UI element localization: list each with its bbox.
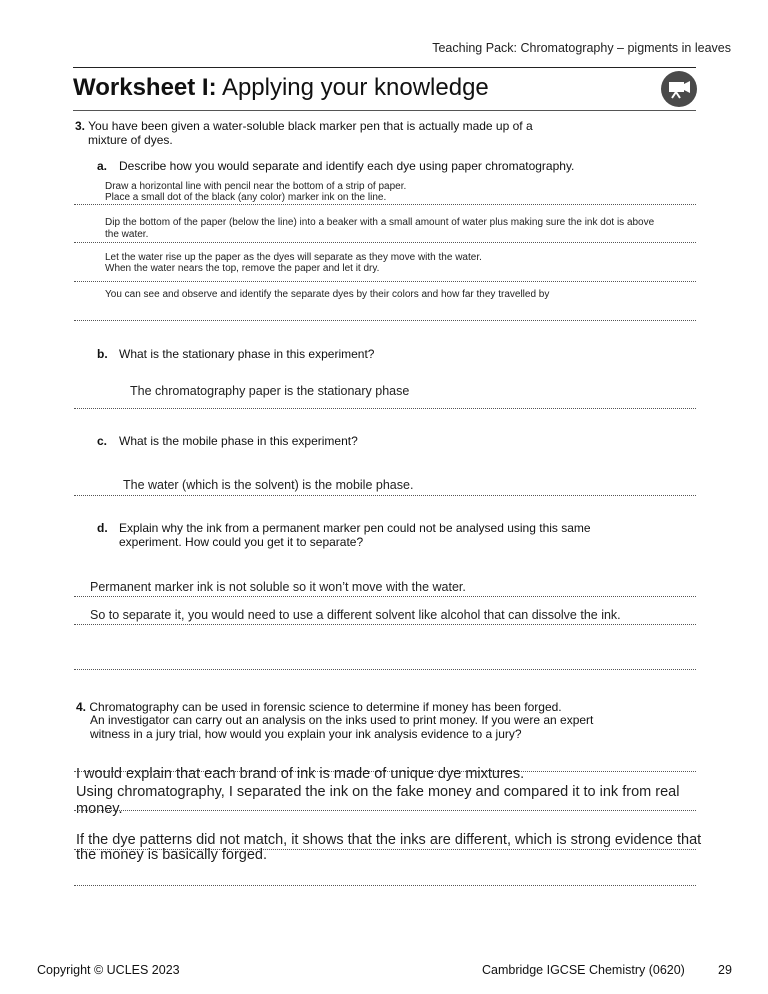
q3d-question: [97, 521, 591, 535]
video-camera-icon[interactable]: [661, 71, 697, 107]
answer-line: [74, 320, 696, 321]
q4-text-line1: [76, 700, 562, 714]
q3-number: 3.: [75, 119, 86, 133]
q3a-question: [97, 159, 574, 173]
q3b-answer[interactable]: The chromatography paper is the stationary phase: [130, 384, 410, 398]
q3a-answer-4[interactable]: the water.: [105, 229, 149, 240]
q4-answer-1[interactable]: I would explain that each brand of ink is made of unique dye mixtures.: [76, 766, 525, 782]
answer-line: [74, 810, 696, 811]
q4-text-line2: An investigator can carry out an analysis on the inks used to print money. If you were an expert: [90, 713, 594, 727]
answer-line: [74, 596, 696, 597]
q4-text-line3: witness in a jury trial, how would you explain your ink analysis evidence to a jury?: [90, 727, 522, 741]
q3d-answer-2[interactable]: So to separate it, you would need to use a different solvent like alcohol that can dissolve the ink.: [90, 608, 621, 622]
q3d-question-text-1: Explain why the ink from a permanent marker pen could not be analysed using this same: [119, 521, 591, 535]
footer-copyright: Copyright © UCLES 2023: [37, 963, 180, 977]
answer-line: [74, 204, 696, 205]
q3b-question: [97, 347, 374, 361]
q3a-answer-1[interactable]: Draw a horizontal line with pencil near the bottom of a strip of paper.: [105, 181, 407, 192]
q3a-answer-7[interactable]: You can see and observe and identify the separate dyes by their colors and how far they travelled by: [105, 289, 550, 300]
answer-line: [74, 624, 696, 625]
q3-text-line2: mixture of dyes.: [88, 133, 173, 147]
q4-answer-2[interactable]: Using chromatography, I separated the ink on the fake money and compared it to ink from real: [76, 784, 680, 800]
q4-number: 4.: [76, 700, 87, 714]
q3b-question-text: What is the stationary phase in this experiment?: [119, 347, 375, 361]
q4-answer-5[interactable]: the money is basically forged.: [76, 847, 268, 863]
q3b-label: b.: [97, 347, 108, 361]
q4-answer-3[interactable]: money.: [76, 801, 123, 817]
title-bold: Worksheet I:: [73, 74, 217, 101]
q3a-question-text: Describe how you would separate and identify each dye using paper chromatography.: [119, 159, 575, 173]
page-title: [73, 74, 489, 102]
q4-answer-4[interactable]: If the dye patterns did not match, it shows that the inks are different, which is strong evidence that: [76, 832, 702, 848]
answer-line: [74, 408, 696, 409]
q3d-answer-1[interactable]: Permanent marker ink is not soluble so it won’t move with the water.: [90, 580, 466, 594]
title-rest: Applying your knowledge: [216, 74, 489, 101]
q3a-label: a.: [97, 159, 108, 173]
q3a-answer-6[interactable]: When the water nears the top, remove the paper and let it dry.: [105, 263, 380, 274]
q3c-label: c.: [97, 434, 108, 448]
page-number: 29: [718, 963, 732, 977]
answer-line: [74, 495, 696, 496]
running-header: Teaching Pack: Chromatography – pigments in leaves: [432, 41, 731, 55]
footer-course: Cambridge IGCSE Chemistry (0620): [482, 963, 685, 977]
q3-text-line1: [75, 119, 533, 133]
q3c-question: [97, 434, 358, 448]
q3a-answer-5[interactable]: Let the water rise up the paper as the dyes will separate as they move with the water.: [105, 252, 482, 263]
answer-line: [74, 281, 696, 282]
q3c-answer[interactable]: The water (which is the solvent) is the mobile phase.: [123, 478, 414, 492]
answer-line: [74, 242, 696, 243]
q3d-question-text-2: experiment. How could you get it to separate?: [119, 535, 364, 549]
q3-text: You have been given a water-soluble black marker pen that is actually made up of a: [88, 119, 533, 133]
q3a-answer-2[interactable]: Place a small dot of the black (any color) marker ink on the line.: [105, 192, 387, 203]
q4-text: Chromatography can be used in forensic science to determine if money has been forged.: [89, 700, 562, 714]
answer-line: [74, 885, 696, 886]
title-rule-bottom: [73, 110, 696, 111]
q3c-question-text: What is the mobile phase in this experiment?: [119, 434, 358, 448]
answer-line: [74, 669, 696, 670]
q3a-answer-3[interactable]: Dip the bottom of the paper (below the line) into a beaker with a small amount of water plus making sure the ink dot is above: [105, 217, 655, 228]
q3d-label: d.: [97, 521, 108, 535]
video-camera-glyph: [661, 71, 697, 107]
title-rule-top: [73, 67, 696, 68]
